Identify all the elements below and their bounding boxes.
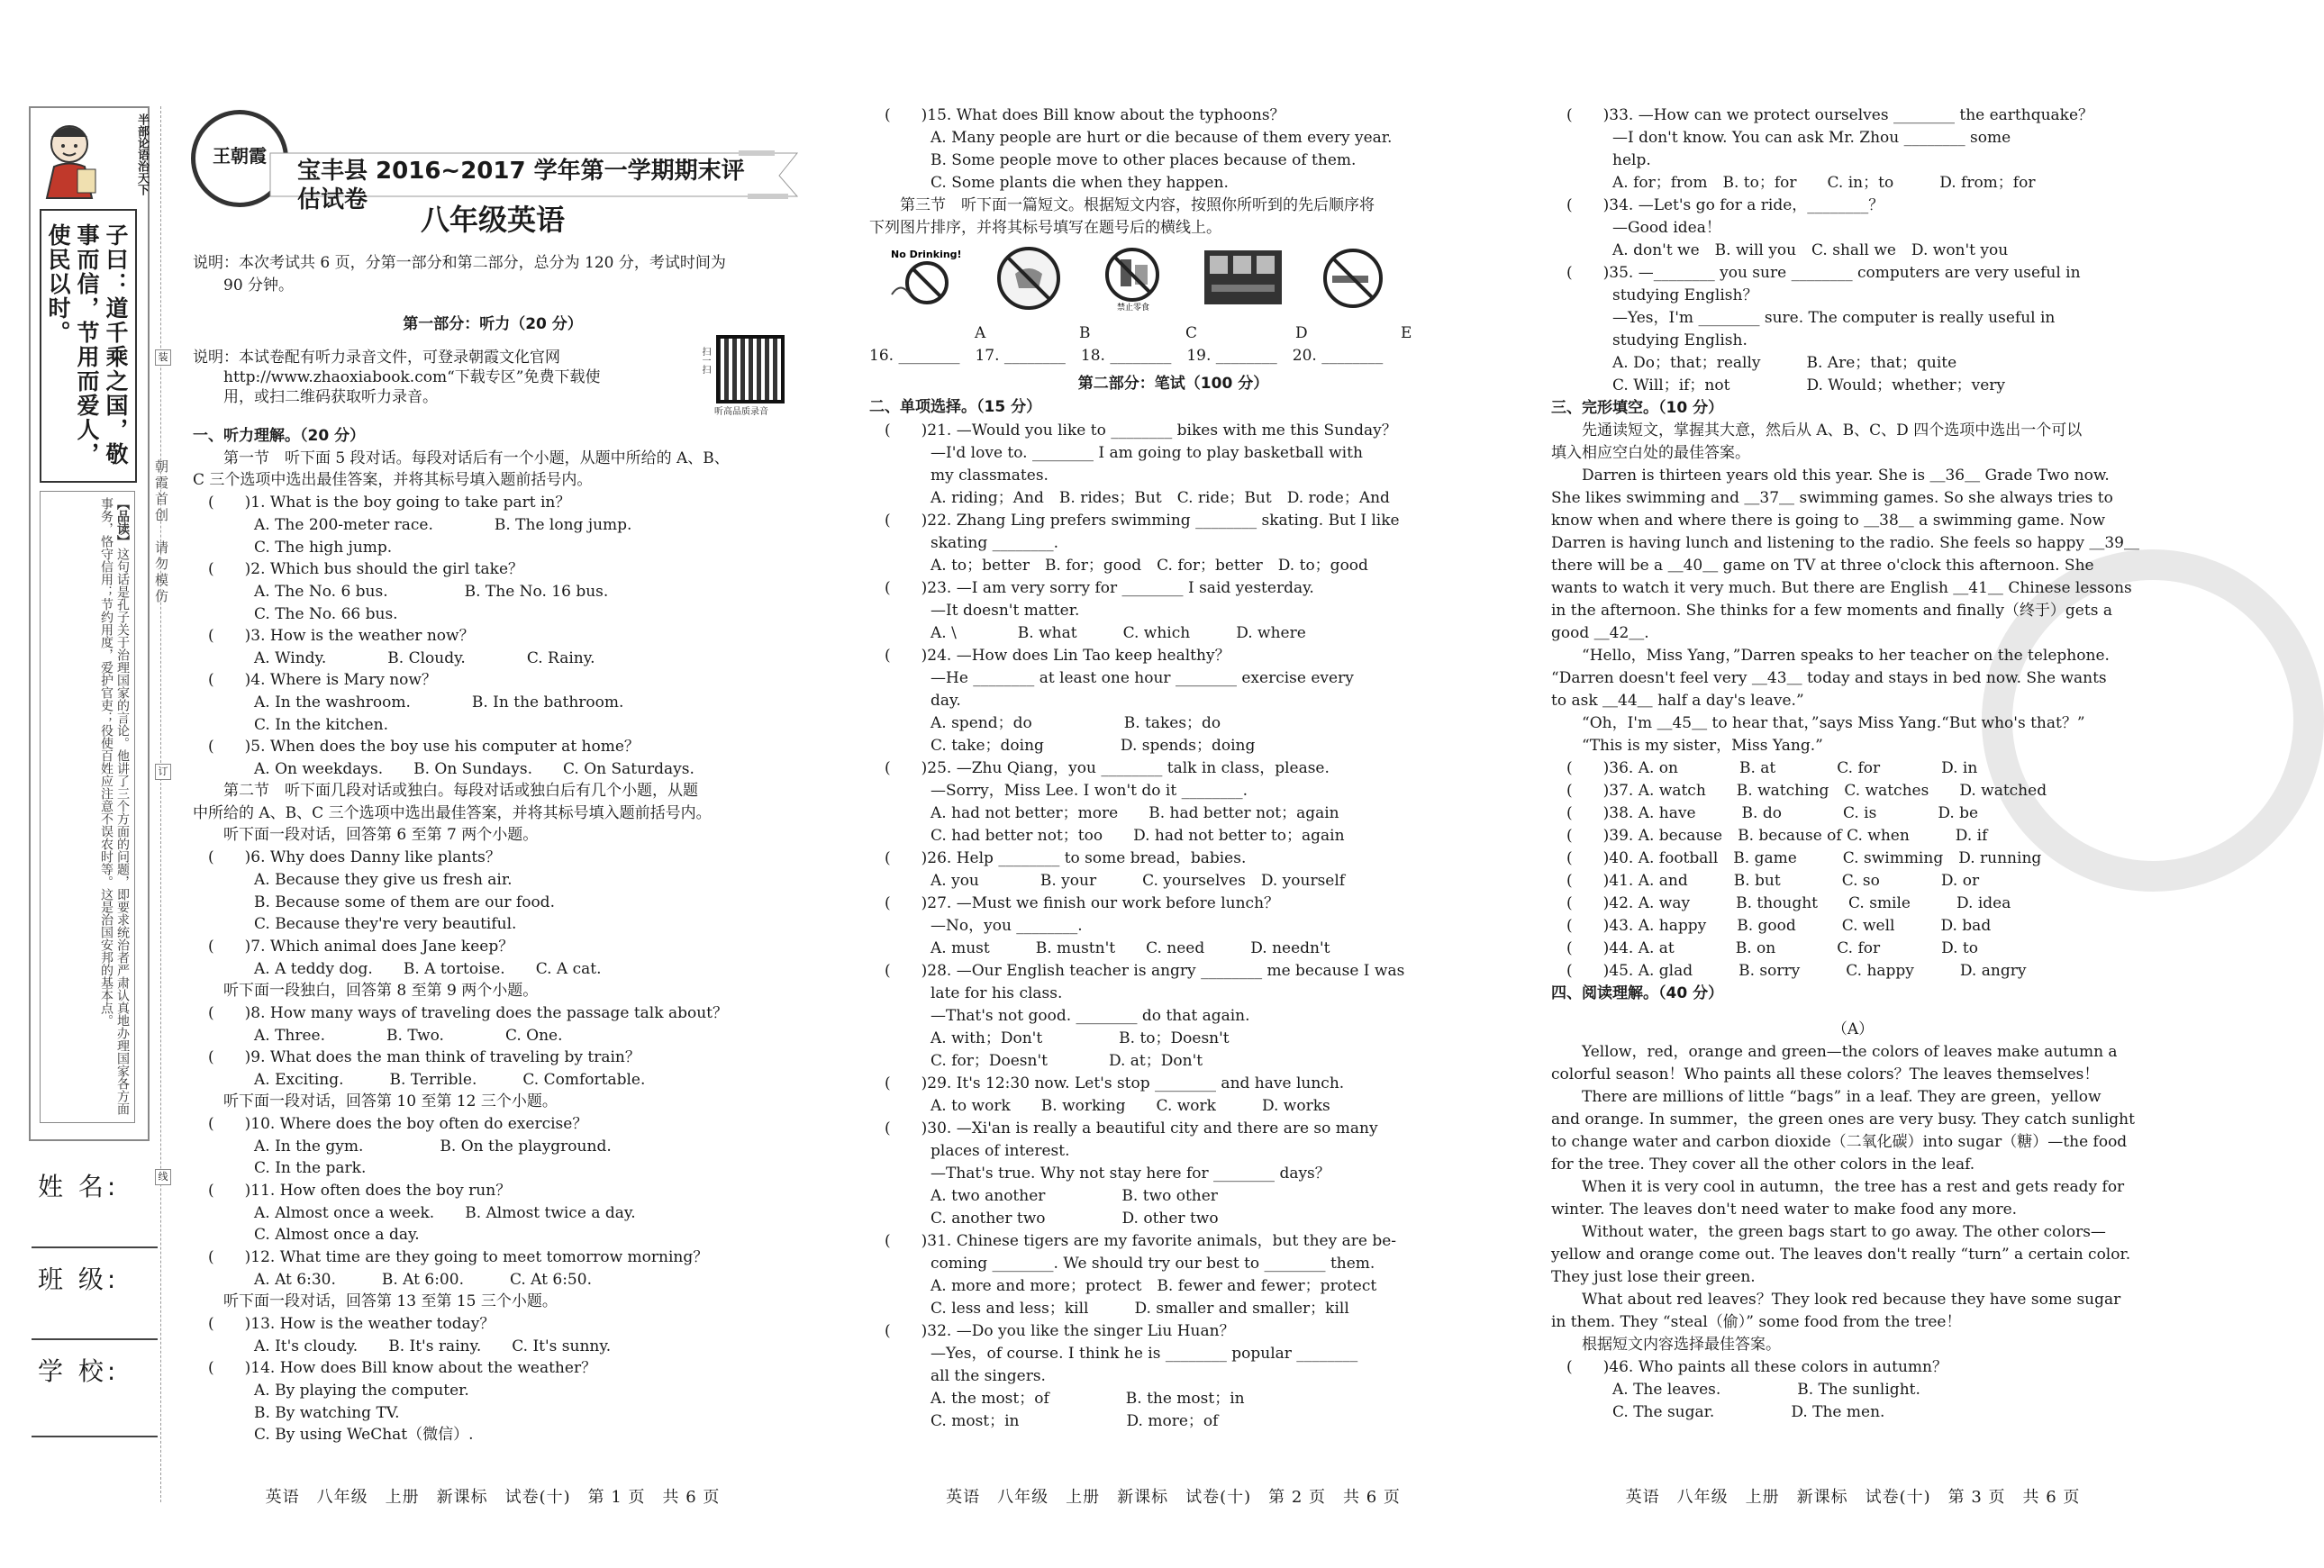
text-line: ( )38. A. have B. do C. is D. be (1551, 804, 1979, 822)
sign-text: No Drinking! (891, 249, 962, 260)
text-line: good ＿42＿. (1551, 624, 1649, 642)
picture-label: D (1295, 324, 1308, 342)
text-line: A. more and more；protect B. fewer and fewer；protect (869, 1277, 1377, 1295)
name-field-label: 姓 名: (38, 1172, 120, 1201)
name-field[interactable] (32, 1246, 158, 1248)
page-footer: 英语 八年级 上册 新课标 试卷(十) 第 1 页 共 6 页 (265, 1488, 721, 1507)
text-line: ( )15. What does Bill know about the typhoons？ (869, 106, 1285, 124)
text-line: A. to work B. working C. work D. works (869, 1097, 1330, 1115)
text-line: 16. ________ 17. ________ 18. ________ 19. ________ 20. ________ (869, 347, 1384, 365)
text-line: 填入相应空白处的最佳答案。 (1551, 444, 1750, 462)
text-line: 听下面一段对话，回答第 6 至第 7 两个小题。 (193, 826, 539, 844)
text-line: A. don't we B. will you C. shall we D. won't you (1551, 241, 2009, 259)
text-line: A. The 200-meter race. B. The long jump. (193, 516, 632, 534)
text-line: places of interest. (869, 1142, 1070, 1160)
commentary-box (40, 491, 135, 1123)
text-line: They just lose their green. (1551, 1268, 1756, 1286)
text-line: There are millions of little “bags” in a leaf. They are green，yellow (1551, 1088, 2102, 1106)
text-line: —I don't know. You can ask Mr. Zhou ________ some (1551, 129, 2011, 147)
text-line: 用，或扫二维码获取听力录音。 (193, 388, 438, 406)
text-line: for the tree. They cover all the other colors in the leaf. (1551, 1156, 1975, 1174)
text-line: C. The No. 66 bus. (193, 605, 398, 623)
text-line: A. with；Don't B. to；Doesn't (869, 1029, 1230, 1047)
text-line: ( )14. How does Bill know about the weather？ (193, 1359, 597, 1377)
text-line: C. By using WeChat（微信）. (193, 1426, 474, 1444)
picture-label: E (1401, 324, 1412, 342)
text-line: to change water and carbon dioxide（二氧化碳）into sugar（糖）—the food (1551, 1133, 2128, 1151)
text-line: day. (869, 692, 961, 710)
text-line: 说明：本试卷配有听力录音文件，可登录朝霞文化官网 (193, 349, 560, 367)
exam-title: 宝丰县 2016~2017 学年第一学期期末评估试卷 (297, 158, 745, 213)
text-line: ( )8. How many ways of traveling does the passage talk about？ (193, 1004, 728, 1022)
exam-subtitle: 八年级英语 (420, 203, 565, 237)
text-line: ( )42. A. way B. thought C. smile D. idea (1551, 894, 2011, 912)
text-line: A. The leaves. B. The sunlight. (1551, 1381, 1920, 1399)
text-line: —Yes，I'm ________ sure. The computer is really useful in (1551, 309, 2056, 327)
text-line: C. In the kitchen. (193, 716, 388, 734)
text-line: A. It's cloudy. B. It's rainy. C. It's sunny. (193, 1337, 612, 1355)
text-line: yellow and orange come out. The leaves don't really “turn” a certain color. (1551, 1246, 2131, 1264)
qr-caption: 听高品质录音 (714, 407, 768, 417)
text-line: ( )35. —________ you sure ________ computers are very useful in (1551, 264, 2081, 282)
text-line: 先通读短文，掌握其大意，然后从 A、B、C、D 四个选项中选出一个可以 (1551, 421, 2083, 440)
text-line: ( )21. —Would you like to ________ bikes with me this Sunday？ (869, 421, 1397, 440)
quote-box (40, 209, 137, 483)
text-line: ( )34. —Let's go for a ride，________？ (1551, 196, 1884, 214)
text-line: ( )37. A. watch B. watching C. watches D. watched (1551, 782, 2047, 800)
text-line: ( )32. —Do you like the singer Liu Huan？ (869, 1322, 1235, 1340)
text-line: ( )13. How is the weather today？ (193, 1315, 495, 1333)
text-line: ( )27. —Must we finish our work before lunch？ (869, 894, 1280, 912)
text-line: know when and where there is going to ＿38＿ a swimming game. Now (1551, 512, 2105, 530)
text-line: A. the most；of B. the most；in (869, 1390, 1245, 1408)
commentary-text (98, 497, 131, 1119)
text-line: —Yes，of course. I think he is ________ popular ________ (869, 1345, 1358, 1363)
text-line: Without water，the green bags start to go away. The other colors— (1551, 1223, 2106, 1241)
text-line: “Darren doesn't feel very ＿43＿ today and stays in bed now. She wants (1551, 669, 2107, 687)
text-line: C. another two D. other two (869, 1210, 1219, 1228)
text-line: ( )25. —Zhu Qiang，you ________ talk in class，please. (869, 759, 1330, 777)
binding-cut-line (160, 106, 161, 1502)
text-line: B. By watching TV. (193, 1404, 400, 1422)
text-line: ( )36. A. on B. at C. for D. in (1551, 759, 1978, 777)
text-line: A. for；from B. to；for C. in；to D. from；for (1551, 174, 2036, 192)
text-line: ( )40. A. football B. game C. swimming D. running (1551, 849, 2042, 867)
text-line: to ask ＿44＿ half a day's leave.” (1551, 692, 1804, 710)
text-line: A. two another B. two other (869, 1187, 1218, 1205)
text-line: ( )5. When does the boy use his computer at home？ (193, 738, 640, 756)
text-line: A. Exciting. B. Terrible. C. Comfortable. (193, 1071, 646, 1089)
section-heading: 第二部分：笔试（100 分） (1077, 375, 1269, 393)
text-line: She likes swimming and ＿37＿ swimming games. So she always tries to (1551, 489, 2113, 507)
text-line: B. Because some of them are our food. (193, 893, 555, 911)
text-line: ( )46. Who paints all these colors in autumn？ (1551, 1358, 1947, 1376)
section-heading: 一、听力理解。（20 分） (193, 427, 366, 445)
binding-mark: 装 (155, 349, 171, 366)
anti-copy-note: 朝霞首创 请勿模仿 (153, 459, 169, 605)
text-line: 听下面一段独白，回答第 8 至第 9 两个小题。 (193, 982, 539, 1000)
text-line: A. you B. your C. yourselves D. yourself (869, 872, 1346, 890)
text-line: —Good idea！ (1551, 219, 1721, 237)
text-line: C. Will；if；not D. Would；whether；very (1551, 376, 2006, 394)
text-line: A. Almost once a week. B. Almost twice a day. (193, 1204, 636, 1222)
text-line: —It doesn't matter. (869, 602, 1080, 620)
text-line: “Oh，I'm ＿45＿ to hear that，”says Miss Yang.“But who's that？” (1551, 714, 2085, 732)
text-line: in the afternoon. She thinks for a few moments and finally（终于）gets a (1551, 602, 2112, 620)
text-line: A. On weekdays. B. On Sundays. C. On Saturdays. (193, 760, 694, 778)
class-field-label: 班 级: (38, 1264, 120, 1294)
text-line: ( )29. It's 12:30 now. Let's stop ________ and have lunch. (869, 1074, 1345, 1092)
text-line: 听下面一段对话，回答第 13 至第 15 三个小题。 (193, 1292, 558, 1310)
text-line: ( )33. —How can we protect ourselves ________ the earthquake？ (1551, 106, 2094, 124)
classroom-scene-icon (1203, 245, 1284, 312)
binding-mark: 线 (155, 1169, 171, 1185)
text-line: —That's true. Why not stay here for ________ days？ (869, 1165, 1330, 1183)
text-line: ( )44. A. at B. on C. for D. to (1551, 939, 1978, 957)
text-line: A. riding；And B. rides；But C. ride；But D. rode；And (869, 489, 1390, 507)
text-line: ( )30. —Xi'an is really a beautiful city and there are so many (869, 1119, 1378, 1137)
text-line: A. Because they give us fresh air. (193, 871, 513, 889)
text-line: colorful season！Who paints all these colors？The leaves themselves！ (1551, 1065, 2100, 1083)
text-line: 听下面一段对话，回答第 10 至第 12 三个小题。 (193, 1092, 558, 1110)
text-line: C 三个选项中选出最佳答案，并将其标号填入题前括号内。 (193, 471, 593, 489)
scholar-illustration-icon (38, 117, 101, 200)
text-line: ( )24. —How does Lin Tao keep healthy？ (869, 647, 1230, 665)
text-line: —I'd love to. ________ I am going to play basketball with (869, 444, 1363, 462)
left-sidebar (29, 106, 150, 1141)
no-food-sign-icon (995, 245, 1062, 312)
text-line: —He ________ at least one hour ________ exercise every (869, 669, 1354, 687)
text-line: A. A teddy dog. B. A tortoise. C. A cat. (193, 960, 602, 978)
text-line: ( )39. A. because B. because of C. when D. if (1551, 827, 1988, 845)
text-line: coming ________. We should try our best to ________ them. (869, 1255, 1375, 1273)
text-line: ( )28. —Our English teacher is angry ________ me because I was (869, 962, 1405, 980)
text-line: 第二节 听下面几段对话或独白。每段对话或独白后有几个小题，从题 (193, 782, 698, 800)
text-line: ( )22. Zhang Ling prefers swimming ________ skating. But I like (869, 512, 1400, 530)
text-line: ( )31. Chinese tigers are my favorite animals，but they are be- (869, 1232, 1397, 1250)
text-line: 90 分钟。 (193, 276, 295, 295)
text-line: http://www.zhaoxiabook.com“下载专区”免费下载使 (193, 368, 601, 386)
text-line: 下列图片排序，并将其标号填写在题号后的横线上。 (869, 219, 1221, 237)
text-line: A. had not better；more B. had better not；again (869, 804, 1339, 822)
text-line: 第一节 听下面 5 段对话。每段对话后有一个小题，从题中所给的 A、B、 (193, 449, 730, 467)
section-heading: 三、完形填空。（10 分） (1551, 399, 1724, 417)
text-line: there will be a ＿40＿ game on TV at three o'clock this afternoon. She (1551, 557, 2094, 575)
text-line: C. most；in D. more；of (869, 1412, 1219, 1430)
text-line: “This is my sister，Miss Yang.” (1551, 737, 1823, 755)
text-line: 中所给的 A、B、C 三个选项中选出最佳答案，并将其标号填入题前括号内。 (193, 804, 712, 822)
text-line: —That's not good. ________ do that again. (869, 1007, 1250, 1025)
text-line: ( )3. How is the weather now？ (193, 627, 475, 645)
text-line: C. In the park. (193, 1159, 367, 1177)
text-line: studying English？ (1551, 286, 1758, 304)
text-line: A. Many people are hurt or die because of them every year. (869, 129, 1393, 147)
text-line: A. to；better B. for；good C. for；better D. to；good (869, 557, 1368, 575)
text-line: ( )9. What does the man think of traveling by train？ (193, 1048, 640, 1066)
text-line: my classmates. (869, 467, 1049, 485)
text-line: A. Windy. B. Cloudy. C. Rainy. (193, 649, 595, 667)
text-line: 第三节 听下面一篇短文。根据短文内容，按照你所听到的先后顺序将 (869, 196, 1375, 214)
no-drinking-sign-icon (887, 245, 962, 312)
text-line: —No，you ________. (869, 917, 1083, 935)
logo-text: 王朝霞 (213, 145, 267, 167)
text-line: Darren is having lunch and listening to the radio. She feels so happy ＿39＿ (1551, 534, 2139, 552)
text-line: What about red leaves？They look red because they have some sugar (1551, 1291, 2121, 1309)
text-line: ( )45. A. glad B. sorry C. happy D. angry (1551, 962, 2027, 980)
page-footer: 英语 八年级 上册 新课标 试卷(十) 第 3 页 共 6 页 (1625, 1488, 2081, 1507)
text-line: Darren is thirteen years old this year. She is ＿36＿ Grade Two now. (1551, 467, 2110, 485)
text-line: When it is very cool in autumn，the tree has a rest and gets ready for (1551, 1178, 2125, 1196)
text-line: C. Almost once a day. (193, 1226, 420, 1244)
text-line: （A） (1831, 1020, 1875, 1038)
section-heading: 二、单项选择。（15 分） (869, 398, 1042, 416)
text-line: A. must B. mustn't C. need D. needn't (869, 939, 1330, 957)
text-line: A. In the gym. B. On the playground. (193, 1137, 612, 1156)
text-line: in them. They “steal（偷）” some food from the tree！ (1551, 1313, 1962, 1331)
text-line: A. spend；do B. takes；do (869, 714, 1221, 732)
text-line: A. At 6:30. B. At 6:00. C. At 6:50. (193, 1271, 592, 1289)
text-line: ( )11. How often does the boy run？ (193, 1182, 512, 1200)
text-line: ( )2. Which bus should the girl take？ (193, 560, 524, 578)
text-line: ( )26. Help ________ to some bread，babies. (869, 849, 1247, 867)
text-line: A. In the washroom. B. In the bathroom. (193, 693, 624, 711)
text-line: —Sorry，Miss Lee. I won't do it ________. (869, 782, 1248, 800)
binding-mark: 订 (155, 764, 171, 780)
badge-text: 半部论语治天下 (135, 113, 149, 195)
text-line: C. take；doing D. spends；doing (869, 737, 1256, 755)
text-line: 根据短文内容选择最佳答案。 (1551, 1336, 1781, 1354)
sign-text: 禁止零食 (1117, 304, 1150, 313)
text-line: wants to watch it very much. But there are English ＿41＿ Chinese lessons (1551, 579, 2132, 597)
text-line: studying English. (1551, 331, 1748, 349)
text-line: C. Some plants die when they happen. (869, 174, 1229, 192)
picture-label: C (1185, 324, 1198, 342)
qr-side-label: 扫一扫 (700, 347, 710, 374)
text-line: Yellow，red，orange and green—the colors of leaves make autumn a (1551, 1043, 2118, 1061)
commentary-label: 【品读】 (115, 497, 130, 548)
text-line: C. The sugar. D. The men. (1551, 1403, 1885, 1421)
commentary-body: 这句话是孔子关于治理国家的言论。他讲了三个方面的问题，即要求统治者严肃认真地办理国家各方面事务，恪守信用；节约用度，爱护官吏；役使百姓应注意不误农时等。这是治国安邦的基本点。 (99, 497, 130, 1115)
picture-label: B (1079, 324, 1091, 342)
text-line: late for his class. (869, 984, 1063, 1002)
text-line: “Hello，Miss Yang，”Darren speaks to her teacher on the telephone. (1551, 647, 2110, 665)
text-line: A. Three. B. Two. C. One. (193, 1027, 563, 1045)
section-heading: 第一部分：听力（20 分） (403, 315, 583, 333)
text-line: ( )4. Where is Mary now？ (193, 671, 437, 689)
class-field[interactable] (32, 1338, 158, 1340)
text-line: help. (1551, 151, 1651, 169)
text-line: ( )7. Which animal does Jane keep？ (193, 938, 514, 956)
text-line: ( )23. —I am very sorry for ________ I said yesterday. (869, 579, 1314, 597)
school-field[interactable] (32, 1436, 158, 1437)
text-line: A. By playing the computer. (193, 1382, 469, 1400)
picture-label: A (975, 324, 986, 342)
text-line: ( )1. What is the boy going to take part in？ (193, 494, 571, 512)
text-line: C. less and less；kill D. smaller and smaller；kill (869, 1300, 1349, 1318)
text-line: ( )41. A. and B. but C. so D. or (1551, 872, 1980, 890)
no-snacks-sign-icon (1099, 245, 1166, 312)
text-line: B. Some people move to other places because of them. (869, 151, 1357, 169)
text-line: ( )6. Why does Danny like plants？ (193, 848, 501, 866)
listening-pictures (887, 245, 1464, 344)
confucius-quote: 子曰：道千乘之国，敬事而信，节用而爱人，使民以时。 (45, 223, 129, 467)
text-line: A. The No. 6 bus. B. The No. 16 bus. (193, 583, 609, 601)
section-heading: 四、阅读理解。（40 分） (1551, 984, 1724, 1002)
text-line: C. for；Doesn't D. at；Don't (869, 1052, 1203, 1070)
text-line: winter. The leaves don't need water to make food any more. (1551, 1201, 2018, 1219)
text-line: C. Because they're very beautiful. (193, 915, 517, 933)
text-line: C. The high jump. (193, 539, 393, 557)
text-line: and orange. In summer，the green ones are very busy. They catch sunlight (1551, 1110, 2135, 1128)
text-line: 说明：本次考试共 6 页，分第一部分和第二部分，总分为 120 分，考试时间为 (193, 254, 726, 272)
no-smoking-sign-icon (1320, 245, 1386, 312)
school-field-label: 学 校: (38, 1356, 120, 1386)
text-line: ( )12. What time are they going to meet tomorrow morning？ (193, 1248, 709, 1266)
text-line: A. Do；that；really B. Are；that；quite (1551, 354, 1957, 372)
text-line: A. \ B. what C. which D. where (869, 624, 1306, 642)
text-line: all the singers. (869, 1367, 1046, 1385)
text-line: skating ________. (869, 534, 1059, 552)
text-line: ( )10. Where does the boy often do exercise？ (193, 1115, 588, 1133)
page-footer: 英语 八年级 上册 新课标 试卷(十) 第 2 页 共 6 页 (946, 1488, 1401, 1507)
text-line: C. had better not；too D. had not better to；again (869, 827, 1345, 845)
text-line: ( )43. A. happy B. good C. well D. bad (1551, 917, 1992, 935)
